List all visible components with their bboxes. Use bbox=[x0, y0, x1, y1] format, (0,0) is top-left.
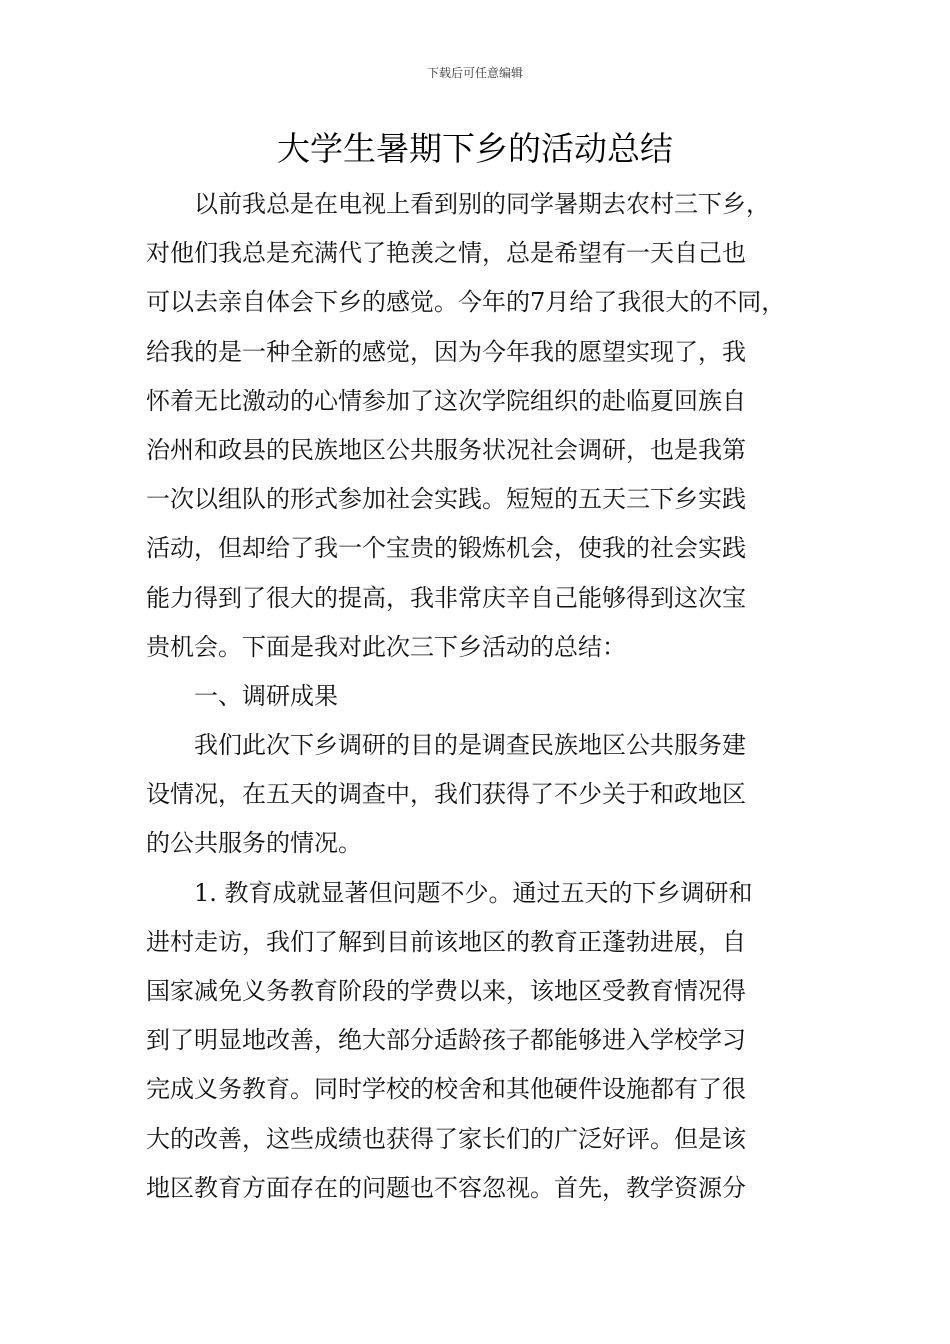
text-line: 到了明显地改善，绝大部分适龄孩子都能够进入学校学习 bbox=[146, 1026, 746, 1055]
text-line: 大的改善，这些成绩也获得了家长们的广泛好评。但是该 bbox=[146, 1124, 746, 1153]
text-line: 治州和政县的民族地区公共服务状况社会调研，也是我第 bbox=[146, 435, 746, 464]
document-body bbox=[146, 180, 810, 1213]
text-line: 设情况，在五天的调查中，我们获得了不少关于和政地区 bbox=[146, 780, 746, 809]
text-line: 我们此次下乡调研的目的是调查民族地区公共服务建 bbox=[194, 731, 746, 760]
text-line: 1. 教育成就显著但问题不少。通过五天的下乡调研和 bbox=[194, 878, 753, 907]
text-line: 对他们我总是充满代了艳羡之情，总是希望有一天自己也 bbox=[146, 239, 746, 268]
text-line: 地区教育方面存在的问题也不容忽视。首先，教学资源分 bbox=[146, 1173, 746, 1202]
text-line: 活动，但却给了我一个宝贵的锻炼机会，使我的社会实践 bbox=[146, 534, 746, 563]
text-line: 怀着无比激动的心情参加了这次学院组织的赴临夏回族自 bbox=[146, 386, 746, 415]
text-line: 国家减免义务教育阶段的学费以来，该地区受教育情况得 bbox=[146, 977, 746, 1005]
text-line: 以前我总是在电视上看到别的同学暑期去农村三下乡， bbox=[194, 190, 770, 218]
text-line: 贵机会。下面是我对此次三下乡活动的总结： bbox=[146, 632, 626, 661]
text-line: 一次以组队的形式参加社会实践。短短的五天三下乡实践 bbox=[146, 485, 746, 514]
document-title: 大学生暑期下乡的活动总结 bbox=[277, 129, 673, 168]
text-line: 一、调研成果 bbox=[194, 681, 338, 710]
text-line: 进村走访，我们了解到目前该地区的教育正蓬勃进展，自 bbox=[146, 927, 746, 956]
page-header-note: 下载后可任意编辑 bbox=[426, 66, 523, 80]
text-line: 完成义务教育。同时学校的校舍和其他硬件设施都有了很 bbox=[146, 1075, 746, 1104]
text-line: 能力得到了很大的提高，我非常庆辛自己能够得到这次宝 bbox=[146, 583, 746, 612]
text-line: 可以去亲自体会下乡的感觉。今年的7月给了我很大的不同， bbox=[146, 288, 786, 317]
text-line: 的公共服务的情况。 bbox=[146, 829, 362, 858]
text-line: 给我的是一种全新的感觉，因为今年我的愿望实现了，我 bbox=[146, 337, 746, 366]
